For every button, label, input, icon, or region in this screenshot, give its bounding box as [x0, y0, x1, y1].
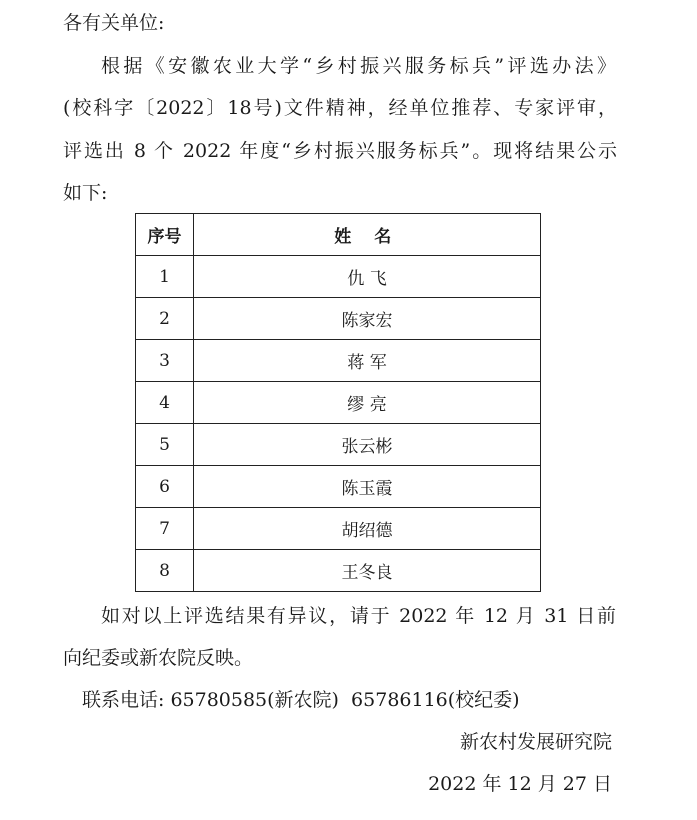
salutation: 各有关单位: [63, 12, 165, 34]
table-row [136, 466, 541, 508]
table-row [136, 256, 541, 298]
table-row [136, 550, 541, 592]
paragraph-line-3: 评选出 8 个 2022 年度“乡村振兴服务标兵”。现将结果公示 [63, 140, 617, 162]
row-name: 蒋 军 [194, 340, 541, 382]
row-number: 2 [136, 298, 194, 340]
objection-line-1: 如对以上评选结果有异议，请于 2022 年 12 月 31 日前 [101, 605, 616, 627]
row-number: 1 [136, 256, 194, 298]
row-name: 张云彬 [194, 424, 541, 466]
table-row [136, 508, 541, 550]
roster-table [135, 213, 541, 592]
paragraph-line-1: 根据《安徽农业大学“乡村振兴服务标兵”评选办法》 [101, 55, 616, 77]
row-number: 4 [136, 382, 194, 424]
table-row [136, 340, 541, 382]
row-name: 胡绍德 [194, 508, 541, 550]
issue-date: 2022 年 12 月 27 日 [428, 773, 612, 795]
table-row [136, 298, 541, 340]
row-number: 5 [136, 424, 194, 466]
table-header-row [136, 214, 541, 256]
row-number: 3 [136, 340, 194, 382]
paragraph-line-2: (校科字〔2022〕18号)文件精神，经单位推荐、专家评审， [63, 97, 617, 119]
objection-line-2: 向纪委或新农院反映。 [63, 647, 254, 669]
row-name: 仇 飞 [194, 256, 541, 298]
row-number: 6 [136, 466, 194, 508]
row-name: 王冬良 [194, 550, 541, 592]
issuer-signature: 新农村发展研究院 [459, 731, 612, 753]
row-name: 陈玉霞 [194, 466, 541, 508]
row-number: 8 [136, 550, 194, 592]
table-row [136, 382, 541, 424]
contact-phones: 联系电话: 65780585(新农院) 65786116(校纪委) [82, 689, 520, 711]
paragraph-line-4: 如下: [63, 182, 108, 204]
row-name: 缪 亮 [194, 382, 541, 424]
row-name: 陈家宏 [194, 298, 541, 340]
column-header-number: 序号 [136, 214, 194, 256]
column-header-name: 姓 名 [194, 214, 541, 256]
table-row [136, 424, 541, 466]
row-number: 7 [136, 508, 194, 550]
